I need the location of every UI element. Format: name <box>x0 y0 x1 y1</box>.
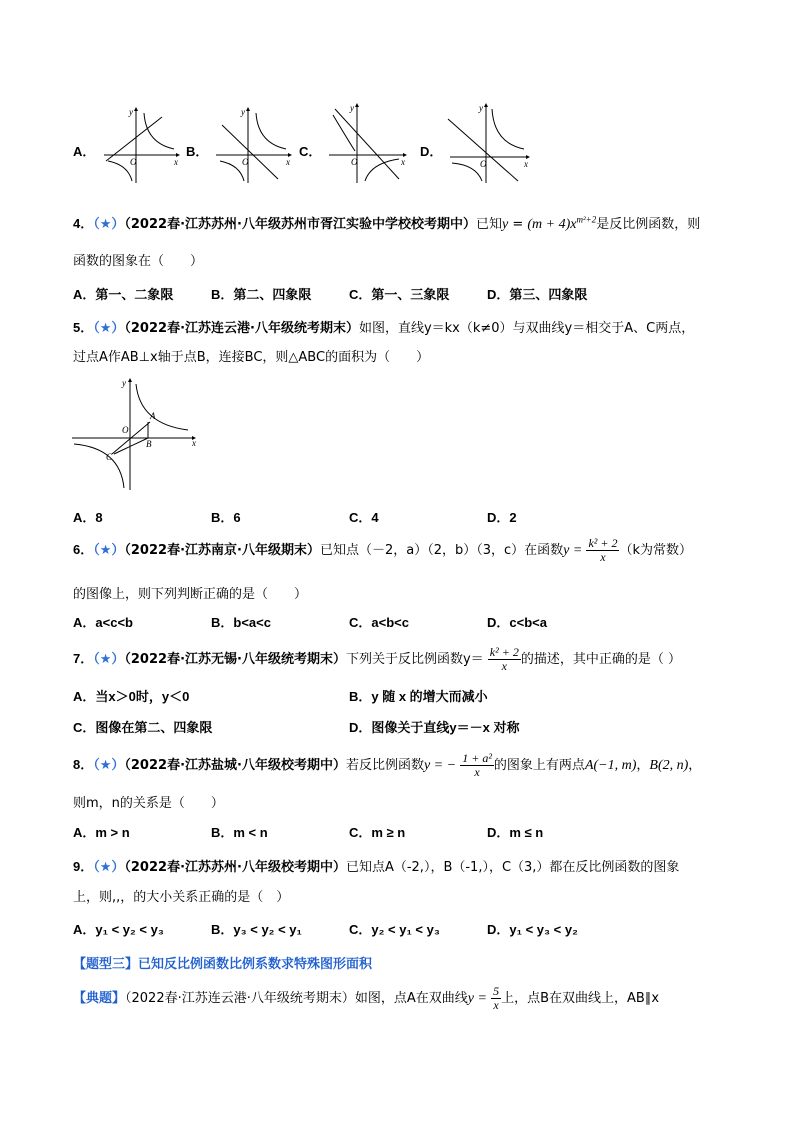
fig-x-label: x <box>192 438 196 448</box>
star-icon: （★） <box>93 758 125 773</box>
q5-option-a[interactable]: A．8 <box>73 510 103 525</box>
axis-y-label: y <box>129 107 133 117</box>
graph-option-c <box>321 99 407 185</box>
q7-option-c[interactable]: C．图像在第二、四象限 <box>73 720 213 735</box>
option-c-label: C． <box>299 144 322 159</box>
q5-option-d[interactable]: D．2 <box>487 510 517 525</box>
q4-option-a[interactable]: A．第一、二象限 <box>73 287 174 302</box>
question-6-line-2: 的图像上，则下列判断正确的是（ ） <box>73 587 308 602</box>
graph-option-d <box>442 99 530 185</box>
figure-q5 <box>70 376 200 492</box>
fig-y-label: y <box>122 378 126 388</box>
question-4-line-2: 函数的图象在（ ） <box>73 254 204 269</box>
option-a-label: A． <box>73 144 96 159</box>
q5-option-b[interactable]: B．6 <box>211 510 241 525</box>
question-9-line-1: 9．（★）（2022春·江苏苏州·八年级校考期中）已知点A（-2,），B（-1,），C（3,）都在反比例函数的图象 <box>73 859 680 875</box>
q8-option-c[interactable]: C．m ≥ n <box>349 825 406 840</box>
q8-option-a[interactable]: A．m > n <box>73 825 130 840</box>
q8-option-d[interactable]: D．m ≤ n <box>487 825 544 840</box>
question-5-line-1: 5．（★）（2022春·江苏连云港·八年级统考期末）如图，直线y＝kx（k≠0）与双曲线y＝相交于A、C两点， <box>73 320 695 336</box>
option-b-label: B． <box>186 144 209 159</box>
q6-option-a[interactable]: A．a<c<b <box>73 615 133 630</box>
question-9-line-2: 上，则,,，的大小关系正确的是（ ） <box>73 890 290 905</box>
question-source: （2022春·江苏苏州·八年级苏州市胥江实验中学校校考期中） <box>124 217 476 232</box>
fraction: $\frac{\text{k² + 2}}{x}$ <box>489 645 519 673</box>
axis-x-label: x <box>401 157 405 167</box>
graph-option-b <box>208 103 292 185</box>
axis-y-label: y <box>241 107 245 117</box>
origin-label: O <box>480 159 487 169</box>
fig-point-c-label: C <box>106 452 113 462</box>
graph-option-a <box>96 103 180 185</box>
question-8-line-2: 则m，n的关系是（ ） <box>73 796 224 811</box>
q9-option-d[interactable]: D．y₁ < y₃ < y₂ <box>487 922 578 937</box>
star-icon: （★） <box>93 543 125 558</box>
q5-option-c[interactable]: C．4 <box>349 510 379 525</box>
question-4-line-1: 4．（★）（2022春·江苏苏州·八年级苏州市胥江实验中学校校考期中）已知$y = (m + 4)x^{m^2+2}$是反比例函数，则 <box>73 214 701 232</box>
q6-option-b[interactable]: B．b<a<c <box>211 615 271 630</box>
star-icon: （★） <box>93 217 125 232</box>
axis-x-label: x <box>174 157 178 167</box>
q4-option-d[interactable]: D．第三、四象限 <box>487 287 588 302</box>
star-icon: （★） <box>93 860 125 875</box>
fraction: $\frac{\text{k² + 2}}{x}$ <box>588 536 618 564</box>
q7-option-d[interactable]: D．图像关于直线y＝－x 对称 <box>349 720 520 735</box>
fraction: $\frac{\text{1 + a²}}{x}$ <box>462 751 492 779</box>
axis-y-label: y <box>350 103 354 113</box>
question-source: （2022春·江苏盐城·八年级校考期中） <box>124 758 346 773</box>
star-icon: （★） <box>93 321 125 336</box>
fig-origin-label: O <box>122 425 129 435</box>
origin-label: O <box>130 157 137 167</box>
question-6-line-1: 6．（★）（2022春·江苏南京·八年级期末）已知点（－2，a）（2，b）（3，c）在函数y = $\frac{\text{k² + 2}}{x}$ （k为常数） <box>73 536 693 564</box>
axis-y-label: y <box>479 103 483 113</box>
q8-option-b[interactable]: B．m < n <box>211 825 268 840</box>
fraction: $\frac{5}{x}$ <box>493 984 500 1012</box>
fig-point-b-label: B <box>146 439 152 449</box>
question-5-line-2: 过点A作AB⊥x轴于点B，连接BC，则△ABC的面积为（ ） <box>73 350 430 365</box>
example-line-1: 【典题】（2022春·江苏连云港·八年级统考期末）如图，点A在双曲线y = $\frac{5}{x}$ 上，点B在双曲线上，AB∥x <box>73 984 660 1012</box>
question-source: （2022春·江苏苏州·八年级校考期中） <box>124 860 346 875</box>
axis-x-label: x <box>286 157 290 167</box>
q4-option-c[interactable]: C．第一、三象限 <box>349 287 450 302</box>
fig-point-a-label: A <box>150 411 156 421</box>
q6-option-c[interactable]: C．a<b<c <box>349 615 409 630</box>
q9-option-b[interactable]: B．y₃ < y₂ < y₁ <box>211 922 302 937</box>
q7-option-b[interactable]: B．y 随 x 的增大而减小 <box>349 689 488 704</box>
axis-x-label: x <box>524 159 528 169</box>
q9-option-c[interactable]: C．y₂ < y₁ < y₃ <box>349 922 440 937</box>
origin-label: O <box>242 157 249 167</box>
section-title: 【题型三】已知反比例函数比例系数求特殊图形面积 <box>73 957 373 972</box>
question-source: （2022春·江苏无锡·八年级统考期末） <box>124 652 346 667</box>
question-source: （2022春·江苏南京·八年级期末） <box>124 543 320 558</box>
q6-option-d[interactable]: D．c<b<a <box>487 615 547 630</box>
example-source: （2022春·江苏连云港·八年级统考期末） <box>125 991 355 1006</box>
question-source: （2022春·江苏连云港·八年级统考期末） <box>124 321 359 336</box>
q4-option-b[interactable]: B．第二、四象限 <box>211 287 312 302</box>
origin-label: O <box>351 157 358 167</box>
question-8-line-1: 8．（★）（2022春·江苏盐城·八年级校考期中）若反比例函数y = − $\frac{\text{1 + a²}}{x}$ 的图象上有两点A(−1, m)，B(2, n)， <box>73 751 702 779</box>
example-tag: 【典题】 <box>73 991 126 1006</box>
option-d-label: D． <box>420 144 443 159</box>
question-7-line-1: 7．（★）（2022春·江苏无锡·八年级统考期末）下列关于反比例函数y＝ $\frac{\text{k² + 2}}{x}$ 的描述，其中正确的是（ ） <box>73 645 681 673</box>
q7-option-a[interactable]: A．当x＞0时，y＜0 <box>73 689 190 704</box>
q9-option-a[interactable]: A．y₁ < y₂ < y₃ <box>73 922 164 937</box>
star-icon: （★） <box>93 652 125 667</box>
